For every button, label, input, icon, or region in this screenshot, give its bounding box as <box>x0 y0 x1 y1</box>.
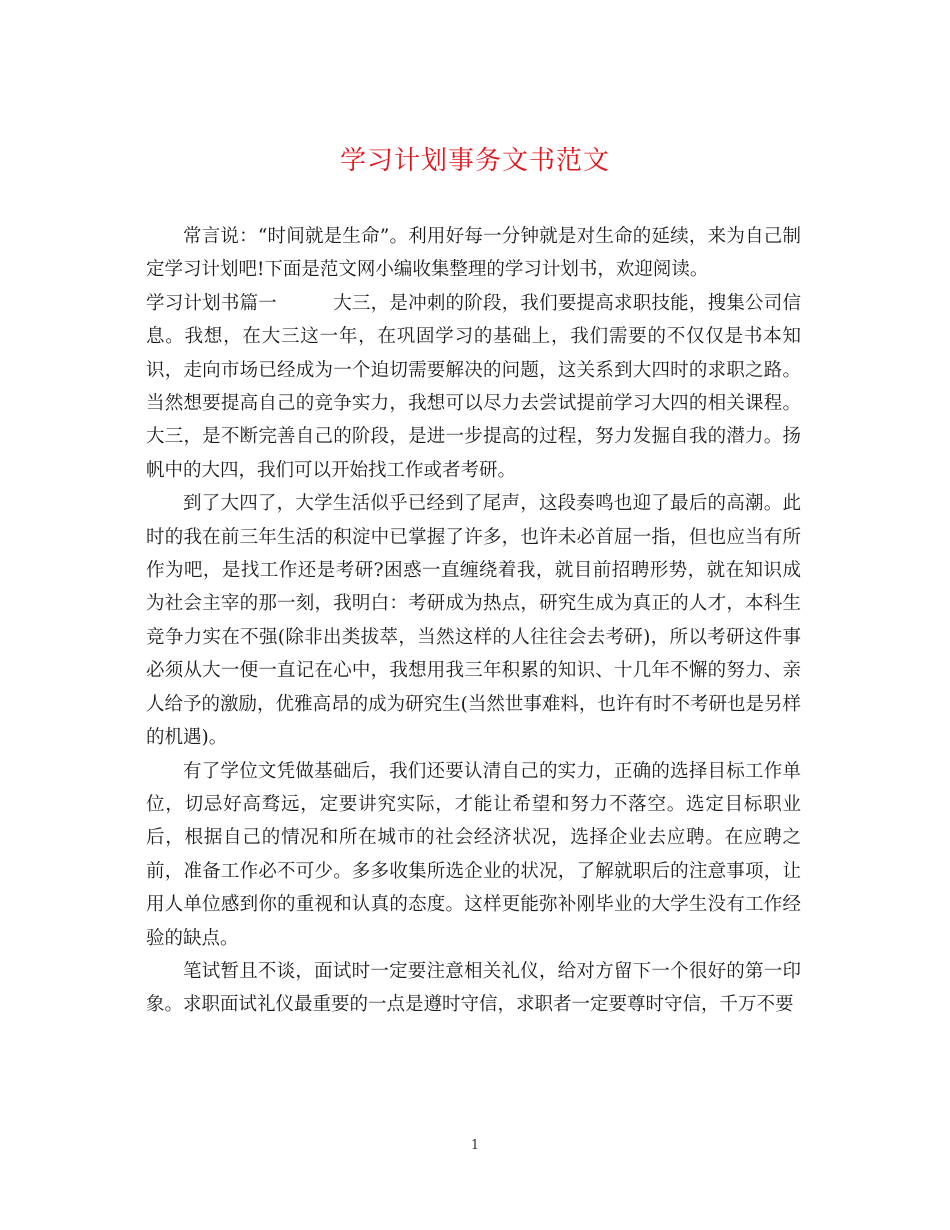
intro-paragraph: 常言说：“时间就是生命”。利用好每一分钟就是对生命的延续，来为自己制定学习计划吧!下面是范文网小编收集整理的学习计划书，欢迎阅读。 <box>146 226 801 281</box>
document-body <box>146 220 801 1022</box>
document-title: 学习计划事务文书范文 <box>339 146 610 176</box>
body-paragraph: 到了大四了，大学生活似乎已经到了尾声，这段奏鸣也迎了最后的高潮。此时的我在前三年生活的积淀中已掌握了许多，也许未必首屈一指，但也应当有所作为吧，是找工作还是考研?困惑一直缠绕着我，就目前招聘形势，就在知识成为社会主宰的那一刻，我明白：考研成为热点，研究生成为真正的人才，本科生竞争力实在不强(除非出类拔萃，当然这样的人往往会去考研)，所以考研这件事必须从大一便一直记在心中，我想用我三年积累的知识、十几年不懈的努力、亲人给予的激励，优雅高昂的成为研究生(当然世事难料，也许有时不考研也是另样的机遇)。 <box>146 493 801 749</box>
section-paragraph <box>146 287 801 487</box>
body-paragraph: 笔试暂且不谈，面试时一定要注意相关礼仪，给对方留下一个很好的第一印象。求职面试礼仪最重要的一点是遵时守信，求职者一定要尊时守信，千万不要 <box>146 960 801 1016</box>
section-text: 大三，是冲刺的阶段，我们要提高求职技能，搜集公司信息。我想，在大三这一年，在巩固学习的基础上，我们需要的不仅仅是书本知识，走向市场已经成为一个迫切需要解决的问题，这关系到大四时的求职之路。当然想要提高自己的竞争实力，我想可以尽力去尝试提前学习大四的相关课程。大三，是不断完善自己的阶段，是进一步提高的过程，努力发掘自我的潜力。扬帆中的大四，我们可以开始找工作或者考研。 <box>146 292 801 481</box>
body-paragraph: 有了学位文凭做基础后，我们还要认清自己的实力，正确的选择目标工作单位，切忌好高骛远，定要讲究实际，才能让希望和努力不落空。选定目标职业后，根据自己的情况和所在城市的社会经济状况，选择企业去应聘。在应聘之前，准备工作必不可少。多多收集所选企业的状况，了解就职后的注意事项，让用人单位感到你的重视和认真的态度。这样更能弥补刚毕业的大学生没有工作经验的缺点。 <box>146 760 801 949</box>
page-number: 1 <box>470 1138 480 1153</box>
section-heading: 学习计划书篇一 <box>146 292 278 314</box>
